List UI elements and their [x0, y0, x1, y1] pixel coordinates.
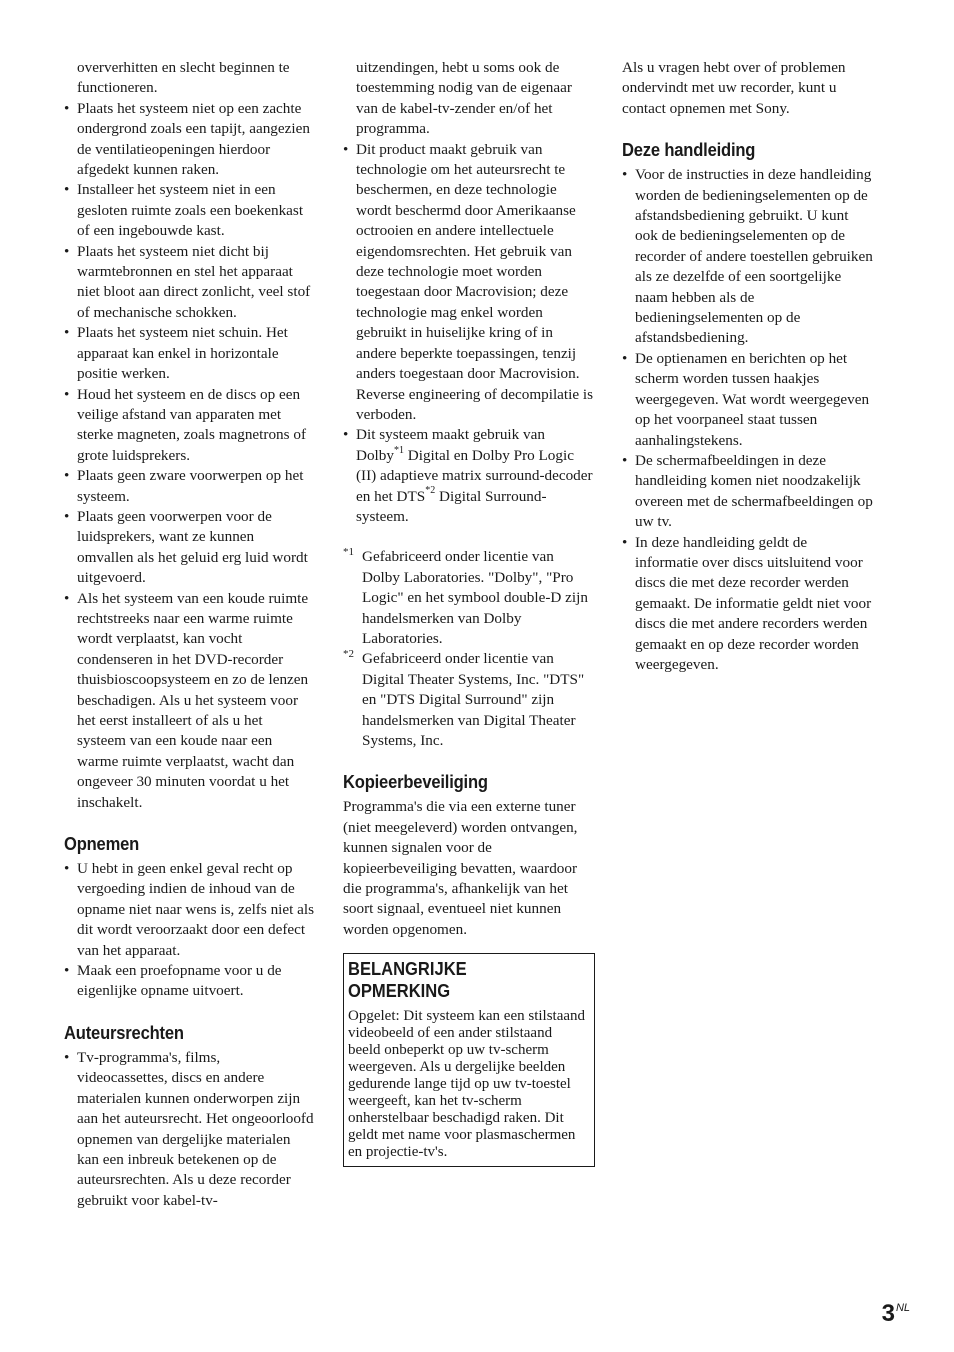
footnote-text: Gefabriceerd onder licentie van Dolby Laboratories. "Dolby", "Pro Logic" en het symbool double-D zijn handelsmerken van Dolby Laboratories. [362, 548, 588, 647]
footnotes [343, 547, 595, 751]
list-item: • Plaats geen voorwerpen voor de luidsprekers, want ze kunnen omvallen als het geluid erg luid wordt uitgevoerd. [64, 507, 314, 589]
footnote-2 [343, 649, 595, 751]
list-item: • De schermafbeeldingen in deze handleiding komen niet noodzakelijk overeen met de schermafbeeldingen op uw tv. [622, 451, 874, 533]
list-item: • Installeer het systeem niet in een gesloten ruimte zoals een boekenkast of een ingebouwde kast. [64, 180, 314, 241]
list-item: • Als het systeem van een koude ruimte rechtstreeks naar een warme ruimte wordt verplaatst, kan vocht condenseren in het DVD-recorder thuisbioscoopsysteem en zo de lenzen beschadigen. Als u het systeem voor het eerst installeert of als u het systeem van een koude naar een warme ruimte verplaatst, wacht dan ongeveer 30 minuten voordat u het inschakelt. [64, 589, 314, 813]
precautions-list [64, 99, 314, 813]
footnote-mark: *1 [343, 546, 354, 559]
copyright-list [343, 140, 595, 528]
list-item [343, 425, 595, 527]
section-heading-kopieerbeveiliging: Kopieerbeveiliging [343, 772, 488, 793]
list-item: • Plaats geen zware voorwerpen op het systeem. [64, 466, 314, 507]
opnemen-list [64, 859, 314, 1002]
section-heading-auteursrechten: Auteursrechten [64, 1022, 184, 1043]
list-item: • Houd het systeem en de discs op een veilige afstand van apparaten met sterke magneten, zoals magnetrons of grote luidsprekers. [64, 385, 314, 467]
section-heading-handleiding: Deze handleiding [622, 140, 756, 161]
important-notice-box [343, 953, 595, 1167]
footnote-ref-2: *2 [425, 485, 436, 497]
list-item: • In deze handleiding geldt de informatie over discs uitsluitend voor discs die met deze recorder werden gemaakt. De informatie geldt niet voor discs die met andere recorders werden gemaakt en op deze recorder worden weergegeven. [622, 533, 874, 676]
dolby-text-3: Digital Surround-systeem. [356, 487, 547, 525]
dolby-text-1: Dit systeem maakt gebruik van Dolby [356, 426, 545, 464]
column-left [64, 58, 314, 1211]
continued-text: oververhitten en slecht beginnen te functioneren. [77, 59, 290, 97]
list-item: • Dit product maakt gebruik van technologie om het auteursrecht te beschermen, en deze technologie wordt beschermd door Amerikaanse octrooien en andere intellectuele eigendomsrechten. Het gebruik van deze technologie moet worden toegestaan door Macrovision; deze technologie mag enkel worden gebruikt in huiselijke kring of in andere beperkte toepassingen, tenzij anders toegestaan door Macrovision. Reverse engineering of decompilatie is verboden. [343, 140, 595, 426]
notice-text: Opgelet: Dit systeem kan een stilstaand videobeeld of een ander stilstaand beeld onbeperkt op uw tv-scherm weergeven. Als u dergelijke beelden gedurende lange tijd op uw tv-toestel weergeeft, kan het tv-scherm onherstelbaar beschadigd raken. Dit geldt met name voor plasmaschermen en projectie-tv's. [348, 1008, 586, 1161]
continued-text: uitzendingen, hebt u soms ook de toestemming nodig van de eigenaar van de kabel-tv-zender en/of het programma. [356, 59, 572, 138]
footnote-mark: *2 [343, 648, 354, 661]
list-item: • Plaats het systeem niet op een zachte ondergrond zoals een tapijt, aangezien de ventilatieopeningen hierdoor afgedekt kunnen raken. [64, 99, 314, 181]
column-middle [343, 58, 595, 1167]
kopieerbeveiliging-text: Programma's die via een externe tuner (niet meegeleverd) worden ontvangen, kunnen signalen voor de kopieerbeveiliging bevatten, waardoor die programma's, afhankelijk van het soort signaal, eventueel niet kunnen worden opgenomen. [343, 798, 578, 938]
column-right [622, 58, 874, 675]
list-item: • Plaats het systeem niet dicht bij warmtebronnen en stel het apparaat niet bloot aan direct zonlicht, veel stof of mechanische schokken. [64, 242, 314, 324]
list-item: • Voor de instructies in deze handleiding worden de bedieningselementen op de afstandsbediening gebruikt. U kunt ook de bedieningselementen op de recorder of andere toestellen gebruiken als ze dezelfde of een soortgelijke naam hebben als de bedieningselementen op de afstandsbediening. [622, 165, 874, 349]
footnote-1 [343, 547, 595, 649]
footnote-text: Gefabriceerd onder licentie van Digital Theater Systems, Inc. "DTS" en "DTS Digital Surround" zijn handelsmerken van Digital Theater Systems, Inc. [362, 650, 585, 749]
dolby-text-2: Digital en Dolby Pro Logic (II) adaptieve matrix surround-decoder en het DTS [356, 446, 593, 505]
notice-heading: BELANGRIJKE OPMERKING [348, 959, 467, 1002]
page-number [882, 1300, 910, 1328]
section-heading-opnemen: Opnemen [64, 834, 140, 855]
list-item: • U hebt in geen enkel geval recht op vergoeding indien de inhoud van de opname niet naar wens is, zelfs niet als dit wordt veroorzaakt door een defect van het apparaat. [64, 859, 314, 961]
footnote-ref-1: *1 [393, 444, 404, 456]
intro-text: Als u vragen hebt over of problemen ondervindt met uw recorder, kunt u contact opnemen met Sony. [622, 59, 846, 117]
handleiding-list [622, 165, 874, 675]
list-item: • Maak een proefopname voor u de eigenlijke opname uitvoert. [64, 961, 314, 1002]
auteursrechten-list [64, 1048, 314, 1211]
page-number-value: 3 [881, 1300, 895, 1327]
list-item: • Plaats het systeem niet schuin. Het apparaat kan enkel in horizontale positie werken. [64, 323, 314, 384]
list-item: • Tv-programma's, films, videocassettes, discs en andere materialen kunnen onderworpen zijn aan het auteursrecht. Het ongeoorloofd opnemen van dergelijke materialen kan een inbreuk betekenen op de auteursrechten. Als u deze recorder gebruikt voor kabel-tv- [64, 1048, 314, 1211]
language-suffix: NL [895, 1302, 910, 1314]
list-item: • De optienamen en berichten op het scherm worden tussen haakjes weergegeven. Wat wordt weergegeven op het voorpaneel staat tussen aanhalingstekens. [622, 349, 874, 451]
